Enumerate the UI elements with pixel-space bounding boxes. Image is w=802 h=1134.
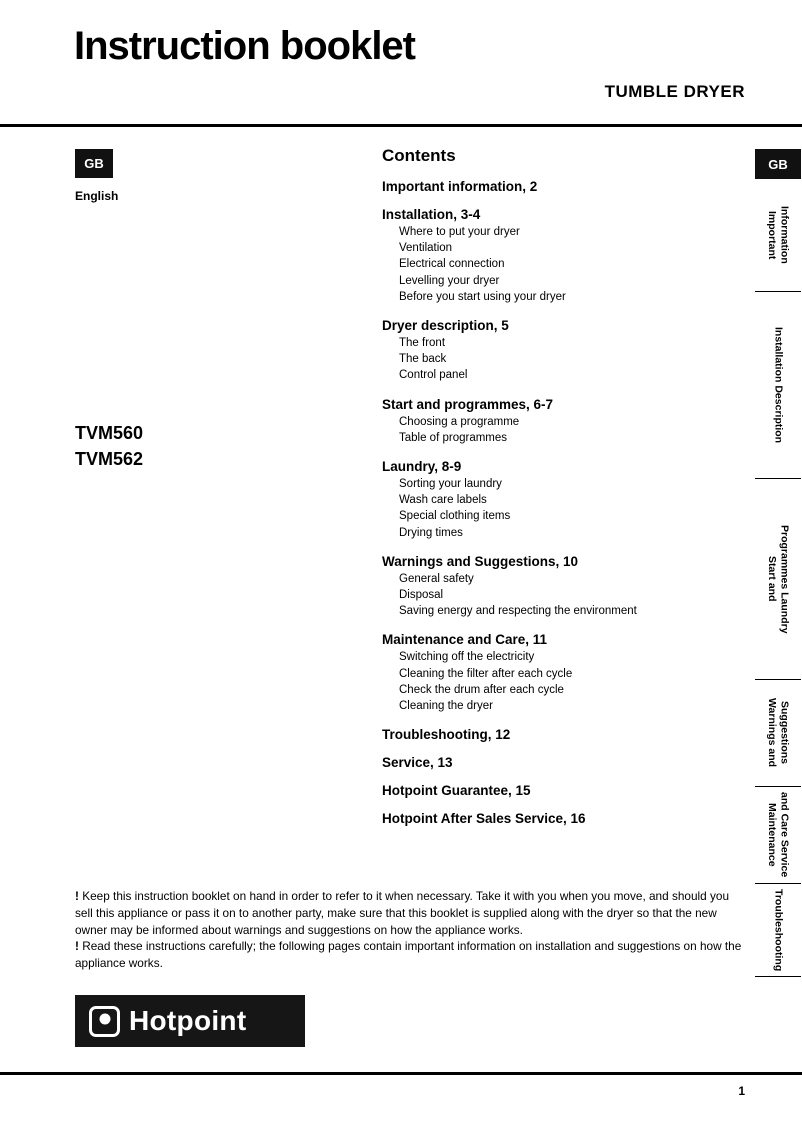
hotpoint-logo-text: Hotpoint (129, 1005, 247, 1036)
contents-section-item: Cleaning the dryer (399, 700, 493, 713)
language-badge: GB (75, 149, 113, 178)
top-rule (0, 124, 802, 127)
note-exclamation: ! (75, 939, 79, 954)
sidebar-tab-text (766, 206, 791, 264)
sidebar-tab-text (772, 889, 785, 971)
contents-section-title: Dryer description, 5 (382, 318, 509, 334)
contents-section-title: Troubleshooting, 12 (382, 727, 511, 743)
contents-section (382, 554, 744, 620)
contents-section-item: Before you start using your dryer (399, 290, 566, 303)
model-number: TVM560 (75, 423, 144, 443)
sidebar-tab-label: and Care Service (778, 792, 791, 878)
page-title: Instruction booklet (74, 24, 415, 68)
contents-section-item: Wash care labels (399, 494, 487, 507)
contents-section-items (382, 335, 744, 384)
contents-section-item: Control panel (399, 369, 468, 382)
language-label: English (75, 189, 119, 203)
sidebar-tab-text (766, 698, 791, 767)
note-paragraph (75, 938, 747, 972)
contents-section-item: The back (399, 353, 447, 366)
sidebar-tab (755, 787, 801, 884)
contents-section-item: Table of programmes (399, 431, 508, 444)
contents-section-title: Laundry, 8-9 (382, 459, 462, 475)
sidebar-tab-text (772, 327, 785, 443)
contents-section-item: Electrical connection (399, 258, 505, 271)
contents-section (382, 755, 744, 770)
contents-section-item: Saving energy and respecting the environment (399, 605, 637, 618)
contents-section-items (382, 224, 744, 305)
contents-section-title: Installation, 3-4 (382, 207, 481, 222)
hotpoint-logo (75, 995, 305, 1047)
contents-section-title: Maintenance and Care, 11 (382, 632, 548, 648)
sidebar-language-badge: GB (755, 149, 801, 179)
page-number: 1 (738, 1084, 745, 1098)
sidebar-tab-label: Suggestions (778, 701, 791, 765)
contents-section-items (382, 649, 744, 714)
contents-section-item: Ventilation (399, 242, 453, 255)
contents-section-item: Switching off the electricity (399, 651, 535, 664)
sidebar-tab-text (766, 792, 791, 877)
sidebar-tab-text (766, 525, 791, 634)
contents-section (382, 459, 744, 541)
sidebar-tab (755, 884, 801, 977)
contents-section-title: Important information, 2 (382, 179, 538, 194)
sidebar-tab (755, 292, 801, 479)
contents-section-items (382, 571, 744, 620)
sidebar-tab-label: Information (778, 206, 791, 264)
contents-section-item: Choosing a programme (399, 415, 520, 428)
contents-section-item: Check the drum after each cycle (399, 683, 564, 696)
note-exclamation: ! (75, 889, 79, 903)
contents-section-item: Special clothing items (399, 510, 511, 523)
sidebar-tab-label: Start and (766, 556, 778, 602)
sidebar-tab (755, 680, 801, 787)
contents-section-items (382, 476, 744, 541)
sidebar-tab (755, 479, 801, 680)
sidebar-tab-label: Installation Description (772, 326, 785, 444)
contents-section (382, 318, 744, 384)
contents-section-title: Hotpoint Guarantee, 15 (382, 783, 531, 799)
contents-section (382, 207, 744, 305)
contents-section-title: Service, 13 (382, 755, 453, 771)
contents-section-items (382, 414, 744, 446)
contents-section (382, 179, 744, 194)
model-numbers (75, 420, 143, 472)
contents-section-item: Disposal (399, 589, 444, 602)
contents-section-item: Drying times (399, 526, 463, 539)
contents-section (382, 632, 744, 714)
contents-section-list (382, 179, 744, 826)
footer-notes (75, 888, 747, 972)
contents-section (382, 811, 744, 826)
bottom-rule (0, 1072, 802, 1075)
contents-section-title: Start and programmes, 6-7 (382, 396, 554, 412)
sidebar-tab-list (755, 179, 801, 977)
contents-heading: Contents (382, 146, 456, 165)
sidebar-tab-label: Programmes Laundry (778, 524, 791, 634)
contents-section (382, 727, 744, 742)
document-type: TUMBLE DRYER (604, 82, 745, 101)
contents-section-title: Hotpoint After Sales Service, 16 (382, 811, 586, 827)
note-text: Keep this instruction booklet on hand in order to refer to it when necessary. Take it with you when you move, and should you sell this appliance or pass it on to another party, make sure that this booklet is supplied along with the dryer so that the new owner may be informed about warnings and suggestions on how the appliance works. (75, 889, 730, 937)
contents-section-item: Sorting your laundry (399, 478, 502, 491)
note-text: Read these instructions carefully; the following pages contain important information on installation and suggestions on how the appliance works. (75, 939, 742, 971)
contents-section-title: Warnings and Suggestions, 10 (382, 553, 579, 569)
contents-section-item: General safety (399, 572, 474, 585)
contents-section-item: Levelling your dryer (399, 274, 500, 287)
sidebar-tab-label: Troubleshooting (772, 888, 785, 972)
contents-section-item: Cleaning the filter after each cycle (399, 667, 573, 680)
contents-section-item: Where to put your dryer (399, 226, 520, 238)
sidebar (755, 149, 801, 977)
contents-section (382, 783, 744, 798)
sidebar-tab (755, 179, 801, 292)
sidebar-tab-label: Maintenance (766, 803, 778, 867)
model-number: TVM562 (75, 449, 144, 469)
sidebar-tab-label: Warnings and (766, 698, 778, 768)
contents-section-item: The front (399, 337, 446, 350)
contents-section (382, 397, 744, 446)
sidebar-tab-label: Important (766, 210, 778, 260)
contents (382, 146, 744, 828)
hotpoint-logo-icon (89, 1006, 120, 1037)
note-paragraph (75, 888, 747, 938)
